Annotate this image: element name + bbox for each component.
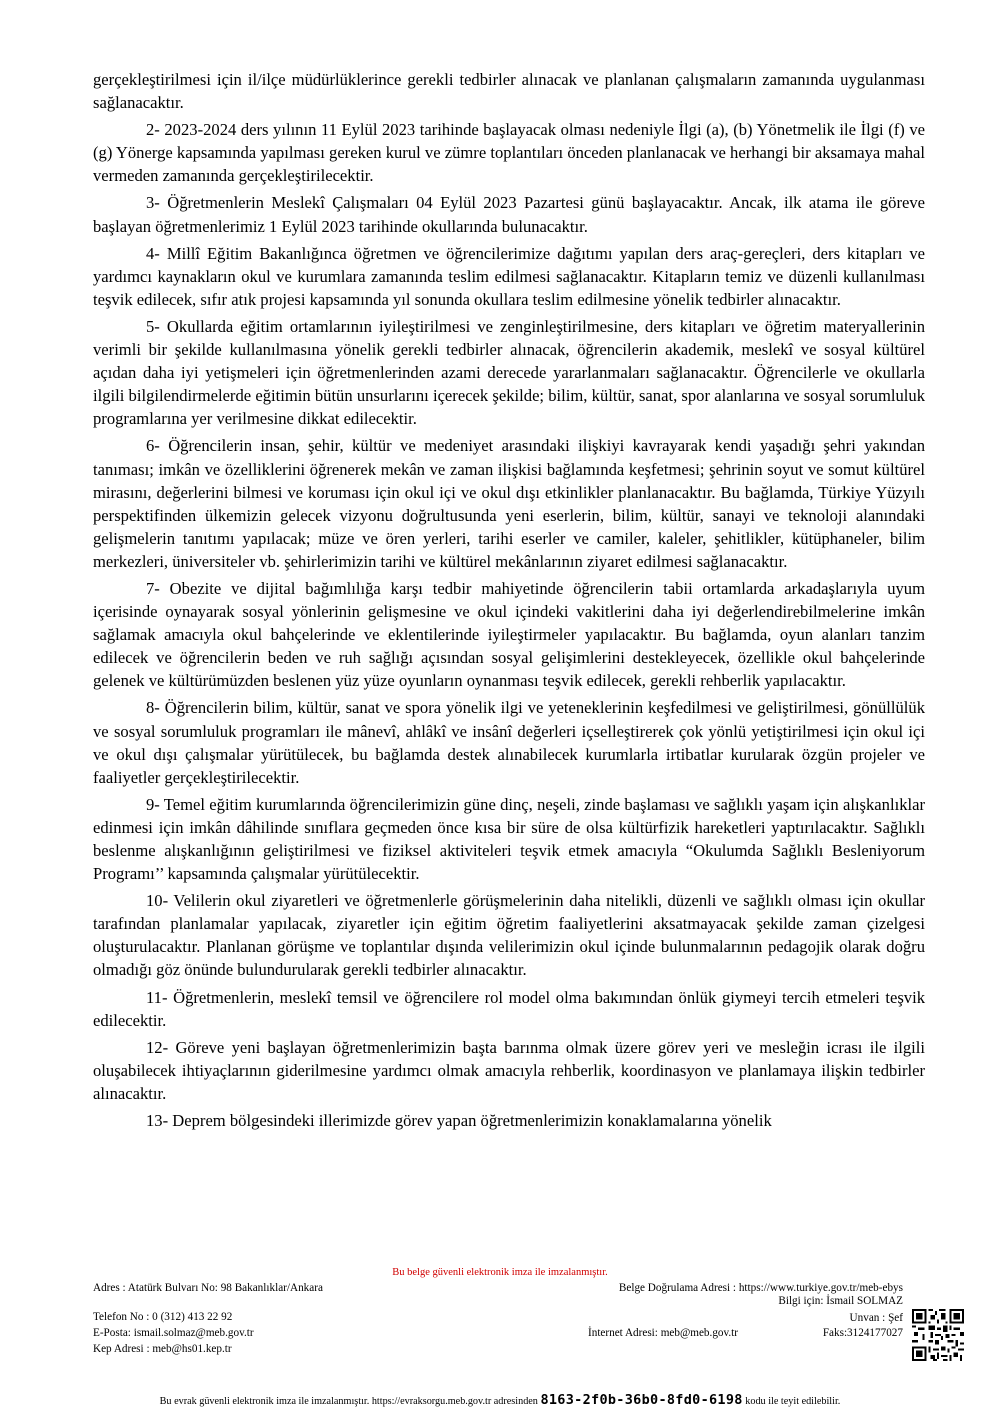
verification-line [0, 1392, 1000, 1408]
verification-prefix: Bu evrak güvenli elektronik imza ile imzalanmıştır. https://evraksorgu.meb.gov.tr adresinden [159, 1396, 538, 1407]
footer-info-contact: Bilgi için: İsmail SOLMAZ [778, 1295, 903, 1307]
paragraph: 8- Öğrencilerin bilim, kültür, sanat ve spora yönelik ilgi ve yeteneklerinin keşfedilmesi ve geliştirilmesi, gönüllülük ve sosyal sorumluluk programları ile mânevî, ahlâkî ve insânî değerleri içselleştirerek çok yönlü yetiştirilmesi için okul içi ve okul dışı çalışmalar yürütülecek, bu bağlamda destek alınabilecek kurumlarla irtibatlar kurularak özgün projeler ve faaliyetler gerçekleştirilecektir. [93, 698, 925, 787]
paragraph: 12- Göreve yeni başlayan öğretmenlerimizin başta barınma olmak üzere görev yeri ve mesleğin icrası ile ilgili oluşabilecek ihtiyaçlarının giderilmesine yardımcı olmak amacıyla rehberlik, koordinasyon ve planlamaya ilişkin tedbirler alınacaktır. [93, 1037, 925, 1103]
footer-address: Adres : Atatürk Bulvarı No: 98 Bakanlıklar/Ankara [93, 1282, 323, 1294]
document-body [93, 68, 925, 1136]
footer-fax: Faks:3124177027 [822, 1327, 903, 1339]
paragraph: 4- Millî Eğitim Bakanlığınca öğretmen ve öğrencilerimize dağıtımı yapılan ders araç-gereçleri, ders kitapları ve yardımcı kaynakların okul ve kurumlara zamanında teslim edilmesi sağlanacaktır. Kitapların temiz ve düzenli kullanılması teşvik edilecek, sıfır atık projesi kapsamında yıl sonunda okullara teslim edilmesine yönelik tedbirler alınacaktır. [93, 243, 925, 309]
paragraph: 9- Temel eğitim kurumlarında öğrencilerimizin güne dinç, neşeli, zinde başlaması ve sağlıklı yaşam için alışkanlıklar edinmesi için imkân dâhilinde sınıflara geçmeden önce kısa bir süre de olsa kültürfizik hareketleri yaptırılacaktır. Sağlıklı beslenme alışkanlığının geliştirilmesi ve fiziksel aktiviteleri teşvik etmek amacıyla “Okulumda Sağlıklı Besleniyorum Programı’’ kapsamında çalışmalar yürütülecektir. [93, 794, 925, 884]
footer-kep[interactable]: Kep Adresi : meb@hs01.kep.tr [93, 1343, 232, 1355]
paragraph: 3- Öğretmenlerin Meslekî Çalışmaları 04 Eylül 2023 Pazartesi günü başlayacaktır. Ancak, ilk atama ile göreve başlayan öğretmenlerimiz 1 Eylül 2023 tarihinde okullarında bulunacaktır. [93, 193, 925, 236]
verification-suffix: kodu ile teyit edilebilir. [745, 1396, 841, 1407]
footer-email[interactable]: E-Posta: ismail.solmaz@meb.gov.tr [93, 1327, 254, 1339]
paragraph: 13- Deprem bölgesindeki illerimizde görev yapan öğretmenlerimizin konaklamalarına yönelik [146, 1111, 772, 1131]
footer-phone: Telefon No : 0 (312) 413 22 92 [93, 1311, 233, 1323]
paragraph: 5- Okullarda eğitim ortamlarının iyileştirilmesi ve zenginleştirilmesine, ders kitapları ve öğretim materyallerinin verimli bir şekilde kullanılmasına yönelik gerekli tedbirler alınacak, öğrencilerin akademik, meslekî ve sosyal kültürel açıdan daha iyi yetişmeleri için öğretmenlerinden azami derecede yararlanmaları sağlanacaktır. Öğrencilerle ve okullarla ilgili bilgilendirmelerde eğitimin bütün unsurlarını içerecek şekilde; bilim, kültür, sanat, spor alanlarına ve sosyal sorumluluk programlarına yer verilmesine dikkat edilecektir. [93, 316, 925, 429]
paragraph: 10- Velilerin okul ziyaretleri ve öğretmenlerle görüşmelerinin daha nitelikli, düzenli ve sağlıklı olması için okullar tarafından planlamalar yapılacak, ziyaretler için eğitim öğretim faaliyetlerini aksatmayacak şekilde zaman çizelgesi oluşturulacaktır. Planlanan görüşme ve toplantılar dışında velilerimizin okul içinde bulunmalarının pedagojik olarak doğru olmadığı göz önünde bulundurularak gerekli tedbirler alınacaktır. [93, 891, 925, 980]
footer-internet[interactable]: İnternet Adresi: meb@meb.gov.tr [588, 1327, 739, 1339]
e-signature-notice: Bu belge güvenli elektronik imza ile imzalanmıştır. [392, 1267, 608, 1278]
paragraph: 6- Öğrencilerin insan, şehir, kültür ve medeniyet arasındaki ilişkiyi kavrayarak kendi yaşadığı şehri yakından tanıması; imkân ve özelliklerini öğrenerek mekân ve zaman ilişkisi bağlamında keşfetmesi; şehrinin soyut ve somut kültürel mirasını, değerlerini bilmesi ve koruması için okul içi ve okul dışı etkinlikler planlanacaktır. Bu bağlamda, Türkiye Yüzyılı perspektifinden ülkemizin gelecek vizyonu doğrultusunda yeni eserlerin, bilim, kültür, sanayi ve teknoloji alanındaki gelişmelerin tanıtımı yapılacak; müze ve ören yerleri, tarihi eserler ve camiler, kaleler, şehitlikler, kütüphaneler, bilim merkezleri, üniversiteler vb. şehirlerimizin tarihi ve kültürel mekânlarının ziyaret edilmesi sağlanacaktır. [93, 436, 925, 571]
paragraph: 7- Obezite ve dijital bağımlılığa karşı tedbir mahiyetinde öğrencilerin tabii ortamlarda arkadaşlarıyla uyum içerisinde oynayarak sosyal yönlerinin gelişmesine ve okul içindeki vakitlerini daha iyi değerlendirebilmelerine imkân sağlamak amacıyla okul bahçelerinde ve eklentilerinde iyileştirmeler yapılacaktır. Bu bağlamda, oyun alanları tanzim edilecek ve öğrencilerin beden ve ruh sağlığı açısından sosyal gelişimlerini destekleyecek, özellikle okul bahçelerinde gelenek ve kültürümüzden beslenen yüz yüze oyunların oynanması teşvik edilecek, gerekli rehberlik yapılacaktır. [93, 578, 925, 691]
qr-code-icon [912, 1309, 964, 1361]
document-footer [93, 1282, 903, 1362]
footer-verify-address[interactable]: Belge Doğrulama Adresi : https://www.turkiye.gov.tr/meb-ebys [618, 1282, 903, 1294]
verification-code: 8163-2f0b-36b0-8fd0-6198 [540, 1392, 743, 1408]
paragraph: gerçekleştirilmesi için il/ilçe müdürlüklerince gerekli tedbirler alınacak ve planlanan çalışmaların zamanında uygulanması sağlanacaktır. [93, 70, 925, 113]
footer-title: Unvan : Şef [849, 1312, 903, 1324]
paragraph: 11- Öğretmenlerin, meslekî temsil ve öğrencilere rol model olma bakımından önlük giymeyi tercih etmeleri teşvik edilecektir. [93, 987, 925, 1030]
paragraph: 2- 2023-2024 ders yılının 11 Eylül 2023 tarihinde başlayacak olması nedeniyle İlgi (a), (b) Yönetmelik ile İlgi (f) ve (g) Yönerge kapsamında yapılması gereken kurul ve zümre toplantıları önceden planlanacak ve herhangi bir aksamaya mahal vermeden zamanında gerçekleştirilecektir. [93, 120, 925, 186]
